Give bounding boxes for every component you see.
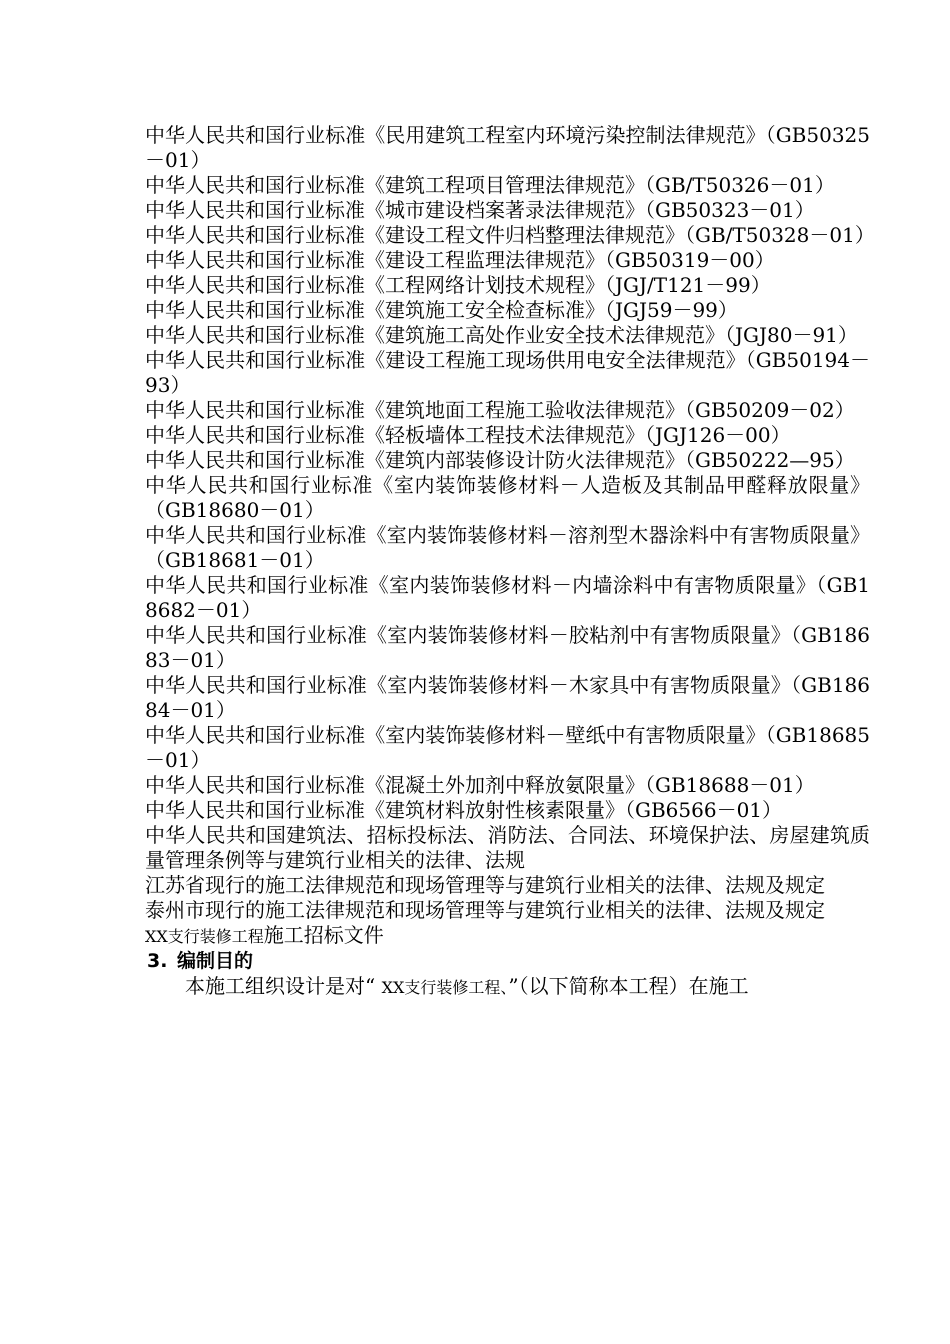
purpose-text-before: 本施工组织设计是对“ [185,974,382,998]
tender-document-name: 施工招标文件 [263,923,384,947]
purpose-project-name: XX支行装修工程、 [381,978,509,997]
reference-item: 中华人民共和国行业标准《民用建筑工程室内环境污染控制法律规范》（GB50325－01） [145,123,870,172]
reference-item: 中华人民共和国行业标准《轻板墙体工程技术法律规范》（JGJ126－00） [145,423,791,447]
reference-item: 中华人民共和国行业标准《室内装饰装修材料－胶粘剂中有害物质限量》（GB18683－01） [145,623,870,672]
reference-item: 中华人民共和国行业标准《建筑地面工程施工验收法律规范》（GB50209－02） [145,398,855,422]
purpose-text-after: ”（以下简称本工程）在施工 [508,974,749,998]
reference-item: 中华人民共和国行业标准《室内装饰装修材料－木家具中有害物质限量》（GB18684－01） [145,673,870,722]
reference-item: 中华人民共和国行业标准《城市建设档案著录法律规范》（GB50323－01） [145,198,815,222]
reference-item: 中华人民共和国行业标准《工程网络计划技术规程》（JGJ/T121－99） [145,273,771,297]
purpose-paragraph [145,974,870,1000]
reference-item: 中华人民共和国行业标准《混凝土外加剂中释放氨限量》（GB18688－01） [145,773,815,797]
reference-item: 中华人民共和国行业标准《室内装饰装修材料－人造板及其制品甲醛释放限量》（GB18680－01） [145,473,870,522]
tender-project-name: XX支行装修工程 [145,927,264,946]
reference-item: 中华人民共和国行业标准《建筑施工高处作业安全技术法律规范》（JGJ80－91） [145,323,858,347]
reference-list [145,123,875,923]
reference-item: 中华人民共和国建筑法、招标投标法、消防法、合同法、环境保护法、房屋建筑质量管理条例等与建筑行业相关的法律、法规 [145,823,870,872]
reference-item: 中华人民共和国行业标准《建筑内部装修设计防火法律规范》（GB50222—95） [145,448,855,472]
reference-item: 江苏省现行的施工法律规范和现场管理等与建筑行业相关的法律、法规及规定 [145,873,825,897]
tender-document-line [145,923,870,949]
page-content [145,123,875,1000]
reference-item: 中华人民共和国行业标准《建筑工程项目管理法律规范》（GB/T50326－01） [145,173,835,197]
reference-item: 中华人民共和国行业标准《建设工程文件归档整理法律规范》（GB/T50328－01） [145,223,875,247]
reference-item: 泰州市现行的施工法律规范和现场管理等与建筑行业相关的法律、法规及规定 [145,898,825,922]
reference-item: 中华人民共和国行业标准《建设工程监理法律规范》（GB50319－00） [145,248,775,272]
section-number: 3. [147,950,168,972]
section-heading [145,949,870,974]
reference-item: 中华人民共和国行业标准《室内装饰装修材料－壁纸中有害物质限量》（GB18685－01） [145,723,870,772]
reference-item: 中华人民共和国行业标准《建筑施工安全检查标准》（JGJ59－99） [145,298,738,322]
reference-item: 中华人民共和国行业标准《建筑材料放射性核素限量》（GB6566－01） [145,798,783,822]
reference-item: 中华人民共和国行业标准《室内装饰装修材料－溶剂型木器涂料中有害物质限量》（GB18681－01） [145,523,870,572]
reference-item: 中华人民共和国行业标准《室内装饰装修材料－内墙涂料中有害物质限量》（GB18682－01） [145,573,870,622]
reference-item: 中华人民共和国行业标准《建设工程施工现场供用电安全法律规范》（GB50194－93） [145,348,870,397]
section-title: 编制目的 [177,950,254,972]
